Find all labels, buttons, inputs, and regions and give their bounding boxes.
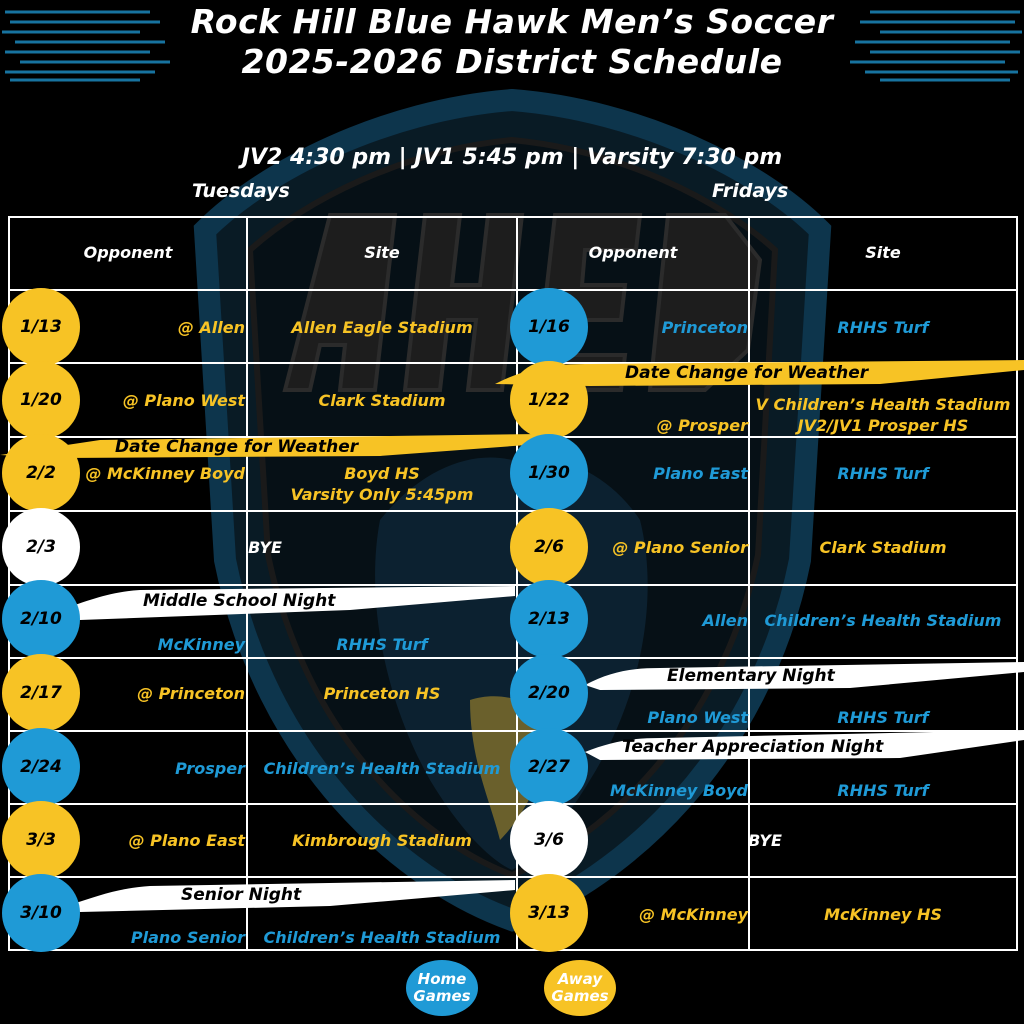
note-fri-2-20: Elementary Night (667, 666, 835, 686)
tue-opponent-2-24: Prosper (175, 759, 245, 778)
fri-date-1-30: 1/30 (510, 434, 588, 512)
tue-site-3-10: Children’s Health Stadium (263, 928, 501, 947)
legend-away-line2: Games (551, 987, 609, 1005)
fri-opponent-1-30: Plano East (653, 464, 748, 483)
title-line-1: Rock Hill Blue Hawk Men’s Soccer (190, 2, 834, 41)
tue-date-2-17: 2/17 (2, 654, 80, 732)
legend-away-line1: Away (557, 970, 603, 988)
fri-site-2-13: Children’s Health Stadium (764, 611, 1002, 630)
fri-site-1-22: V Children’s Health Stadium (755, 395, 1011, 414)
fri-site-1-30: RHHS Turf (837, 464, 929, 483)
fri-opponent-2-6: @ Plano Senior (612, 538, 748, 557)
tue-site-2-2: Boyd HS (344, 464, 420, 483)
note-tue-2-10: Middle School Night (143, 591, 336, 611)
tue-opponent-1-13: @ Allen (177, 318, 245, 337)
fri-site-2-20: RHHS Turf (837, 708, 929, 727)
note-tue-2-2: Date Change for Weather (115, 437, 359, 457)
tue-date-2-2: 2/2 (2, 434, 80, 512)
legend-home-line2: Games (413, 987, 471, 1005)
tue-site2-2-2: Varsity Only 5:45pm (290, 485, 474, 504)
fri-date-2-27: 2/27 (510, 728, 588, 806)
fri-opponent-header: Opponent (588, 243, 678, 262)
tue-date-1-13: 1/13 (2, 288, 80, 366)
fri-date-3-6: 3/6 (510, 801, 588, 879)
fri-site2-1-22: JV2/JV1 Prosper HS (797, 416, 969, 435)
fri-opponent-1-22: @ Prosper (656, 416, 748, 435)
fri-date-3-13: 3/13 (510, 874, 588, 952)
fri-bye-3-6: BYE (748, 831, 782, 850)
tue-bye-2-3: BYE (248, 538, 282, 557)
tue-site-2-24: Children’s Health Stadium (263, 759, 501, 778)
tue-opponent-2-17: @ Princeton (137, 684, 245, 703)
fri-date-2-6: 2/6 (510, 508, 588, 586)
tue-date-3-10: 3/10 (2, 874, 80, 952)
note-tue-3-10: Senior Night (181, 885, 302, 905)
tue-date-2-24: 2/24 (2, 728, 80, 806)
tue-site-2-10: RHHS Turf (336, 635, 428, 654)
tue-date-2-10: 2/10 (2, 580, 80, 658)
tue-site-3-3: Kimbrough Stadium (292, 831, 472, 850)
fridays-label: Fridays (712, 180, 789, 202)
fri-site-1-16: RHHS Turf (837, 318, 929, 337)
tue-date-2-3: 2/3 (2, 508, 80, 586)
title-line-2: 2025-2026 District Schedule (241, 42, 783, 81)
fri-opponent-1-16: Princeton (661, 318, 748, 337)
fri-site-2-6: Clark Stadium (819, 538, 947, 557)
tue-opponent-2-10: McKinney (157, 635, 245, 654)
tuesdays-label: Tuesdays (192, 180, 290, 202)
fri-opponent-3-13: @ McKinney (639, 905, 748, 924)
note-fri-1-22: Date Change for Weather (625, 363, 869, 383)
tue-site-header: Site (364, 243, 400, 262)
fri-opponent-2-13: Allen (702, 611, 748, 630)
legend-away-games (542, 958, 618, 1018)
tue-opponent-3-3: @ Plano East (128, 831, 245, 850)
fri-date-2-13: 2/13 (510, 580, 588, 658)
fri-opponent-2-20: Plano West (647, 708, 748, 727)
fri-date-1-16: 1/16 (510, 288, 588, 366)
tue-date-3-3: 3/3 (2, 801, 80, 879)
fri-opponent-2-27: McKinney Boyd (610, 781, 748, 800)
tue-site-2-17: Princeton HS (323, 684, 441, 703)
tue-date-1-20: 1/20 (2, 361, 80, 439)
fri-site-3-13: McKinney HS (824, 905, 942, 924)
game-times: JV2 4:30 pm | JV1 5:45 pm | Varsity 7:30 pm (241, 145, 783, 170)
fri-date-1-22: 1/22 (510, 361, 588, 439)
legend-home-line1: Home (417, 970, 467, 988)
fri-site-header: Site (865, 243, 901, 262)
tue-opponent-3-10: Plano Senior (130, 928, 245, 947)
note-fri-2-27: Teacher Appreciation Night (622, 737, 884, 757)
tue-site-1-13: Allen Eagle Stadium (291, 318, 473, 337)
legend-home-games (404, 958, 480, 1018)
fri-site-2-27: RHHS Turf (837, 781, 929, 800)
tue-opponent-header: Opponent (83, 243, 173, 262)
fri-date-2-20: 2/20 (510, 654, 588, 732)
tue-site-1-20: Clark Stadium (318, 391, 446, 410)
tue-opponent-1-20: @ Plano West (122, 391, 245, 410)
tue-opponent-2-2: @ McKinney Boyd (85, 464, 245, 483)
